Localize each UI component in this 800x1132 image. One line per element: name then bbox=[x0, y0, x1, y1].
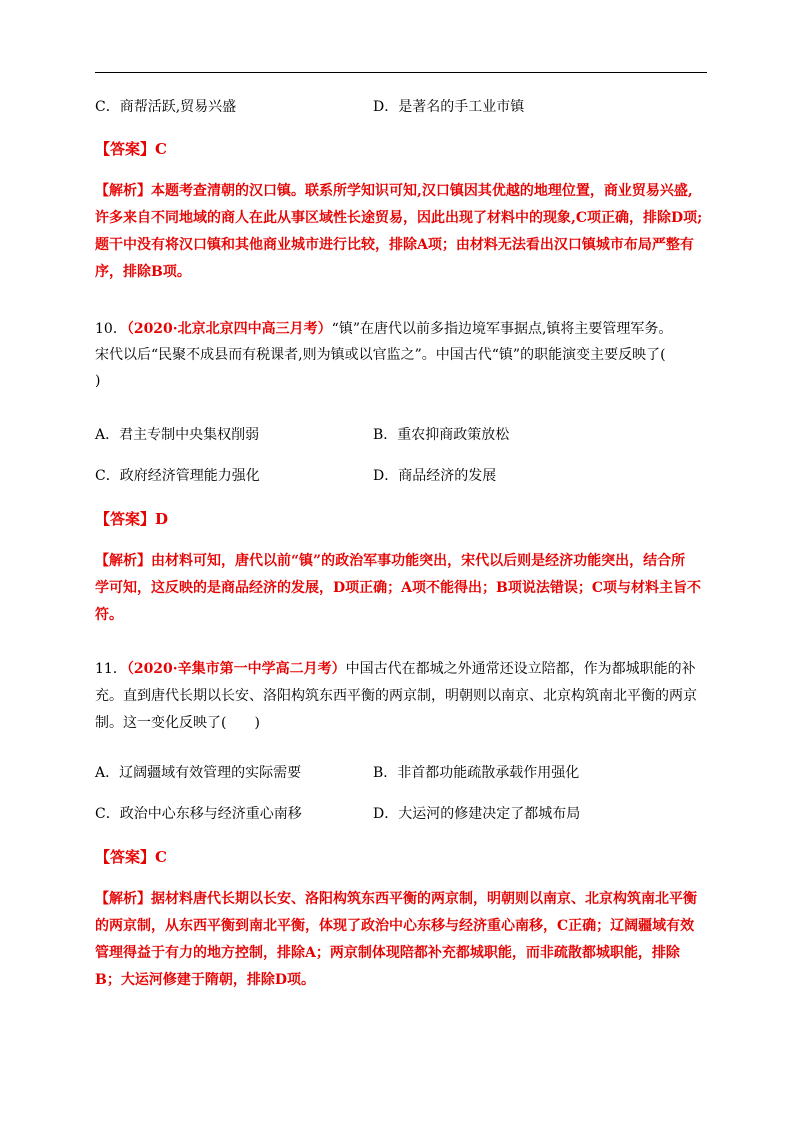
q10-option-b: B．重农抑商政策放松 bbox=[373, 427, 510, 443]
q10-option-d: D．商品经济的发展 bbox=[373, 468, 497, 484]
q11-source: （2020·辛集市第一中学高二月考） bbox=[126, 661, 346, 677]
header-rule bbox=[95, 72, 707, 73]
q10-stem-line-3: ) bbox=[95, 373, 101, 389]
q11-stem-line-3: 制。这一变化反映了( ) bbox=[95, 715, 260, 731]
q10-option-a: A．君主专制中央集权削弱 bbox=[95, 427, 260, 443]
q10-analysis-line-1: 【解析】由材料可知，唐代以前“镇”的政治军事功能突出，宋代以后则是经济功能突出，结合所 bbox=[95, 553, 686, 569]
q10-options-row-ab bbox=[95, 424, 707, 446]
q10-stem-line-2: 宋代以后“民聚不成县而有税课者,则为镇或以官监之”。中国古代“镇”的职能演变主要反映了( bbox=[95, 347, 666, 363]
q11-options-row-cd bbox=[95, 803, 707, 825]
q11-number: 11． bbox=[95, 661, 127, 677]
q11-option-a: A．辽阔疆域有效管理的实际需要 bbox=[95, 765, 302, 781]
q11-answer: 【答案】C bbox=[95, 848, 167, 866]
q11-option-d: D．大运河的修建决定了都城布局 bbox=[373, 806, 581, 822]
q11-analysis-line-1: 【解析】据材料唐代长期以长安、洛阳构筑东西平衡的两京制，明朝则以南京、北京构筑南北平衡 bbox=[95, 891, 697, 907]
q11-option-c: C．政治中心东移与经济重心南移 bbox=[95, 806, 302, 822]
q9-answer: 【答案】C bbox=[95, 140, 167, 158]
q11-analysis-line-3: 管理得益于有力的地方控制，排除A；两京制体现陪都补充都城职能，而非疏散都城职能，排除 bbox=[95, 945, 680, 961]
q9-analysis-line-1: 【解析】本题考查清朝的汉口镇。联系所学知识可知,汉口镇因其优越的地理位置，商业贸易兴盛, bbox=[95, 183, 693, 199]
q10-analysis bbox=[95, 548, 707, 629]
q10-options-row-cd bbox=[95, 465, 707, 487]
q10-number: 10． bbox=[95, 321, 127, 337]
q11-options-row-ab bbox=[95, 762, 707, 784]
q10-analysis-line-3: 符。 bbox=[95, 607, 123, 623]
q10-option-c: C．政府经济管理能力强化 bbox=[95, 468, 260, 484]
q10-answer: 【答案】D bbox=[95, 510, 169, 528]
q10-stem-text-1: “镇”在唐代以前多指边境军事据点,镇将主要管理军务。 bbox=[331, 321, 673, 337]
q11-stem-text-1: 中国古代在都城之外通常还设立陪都，作为都城职能的补 bbox=[345, 661, 696, 677]
q10-stem-line-1 bbox=[95, 316, 707, 342]
q9-analysis-line-2: 许多来自不同地域的商人在此从事区域性长途贸易，因此出现了材料中的现象,C项正确，排除D项; bbox=[95, 210, 703, 226]
q9-option-d: D．是著名的手工业市镇 bbox=[373, 99, 525, 115]
q11-stem-line-1 bbox=[95, 656, 707, 683]
q11-option-b: B．非首都功能疏散承载作用强化 bbox=[373, 765, 580, 781]
q10-source: （2020·北京北京四中高三月考） bbox=[126, 321, 332, 337]
q10-stem bbox=[95, 316, 707, 394]
q11-analysis bbox=[95, 886, 707, 994]
q9-analysis-line-4: 序，排除B项。 bbox=[95, 264, 191, 280]
q11-analysis-line-2: 的两京制，从东西平衡到南北平衡，体现了政治中心东移与经济重心南移，C正确；辽阔疆域有效 bbox=[95, 918, 695, 934]
q9-option-c: C．商帮活跃,贸易兴盛 bbox=[95, 99, 237, 115]
q9-analysis-line-3: 题干中没有将汉口镇和其他商业城市进行比较，排除A项；由材料无法看出汉口镇城市布局严整有 bbox=[95, 237, 694, 253]
q11-stem bbox=[95, 656, 707, 737]
q11-analysis-line-4: B；大运河修建于隋朝，排除D项。 bbox=[95, 972, 315, 988]
q9-options-row-cd bbox=[95, 96, 707, 118]
q10-analysis-line-2: 学可知，这反映的是商品经济的发展，D项正确；A项不能得出；B项说法错误；C项与材料主旨不 bbox=[95, 580, 701, 596]
q9-analysis bbox=[95, 178, 707, 286]
q11-stem-line-2: 充。直到唐代长期以长安、洛阳构筑东西平衡的两京制，明朝则以南京、北京构筑南北平衡的两京 bbox=[95, 688, 697, 704]
